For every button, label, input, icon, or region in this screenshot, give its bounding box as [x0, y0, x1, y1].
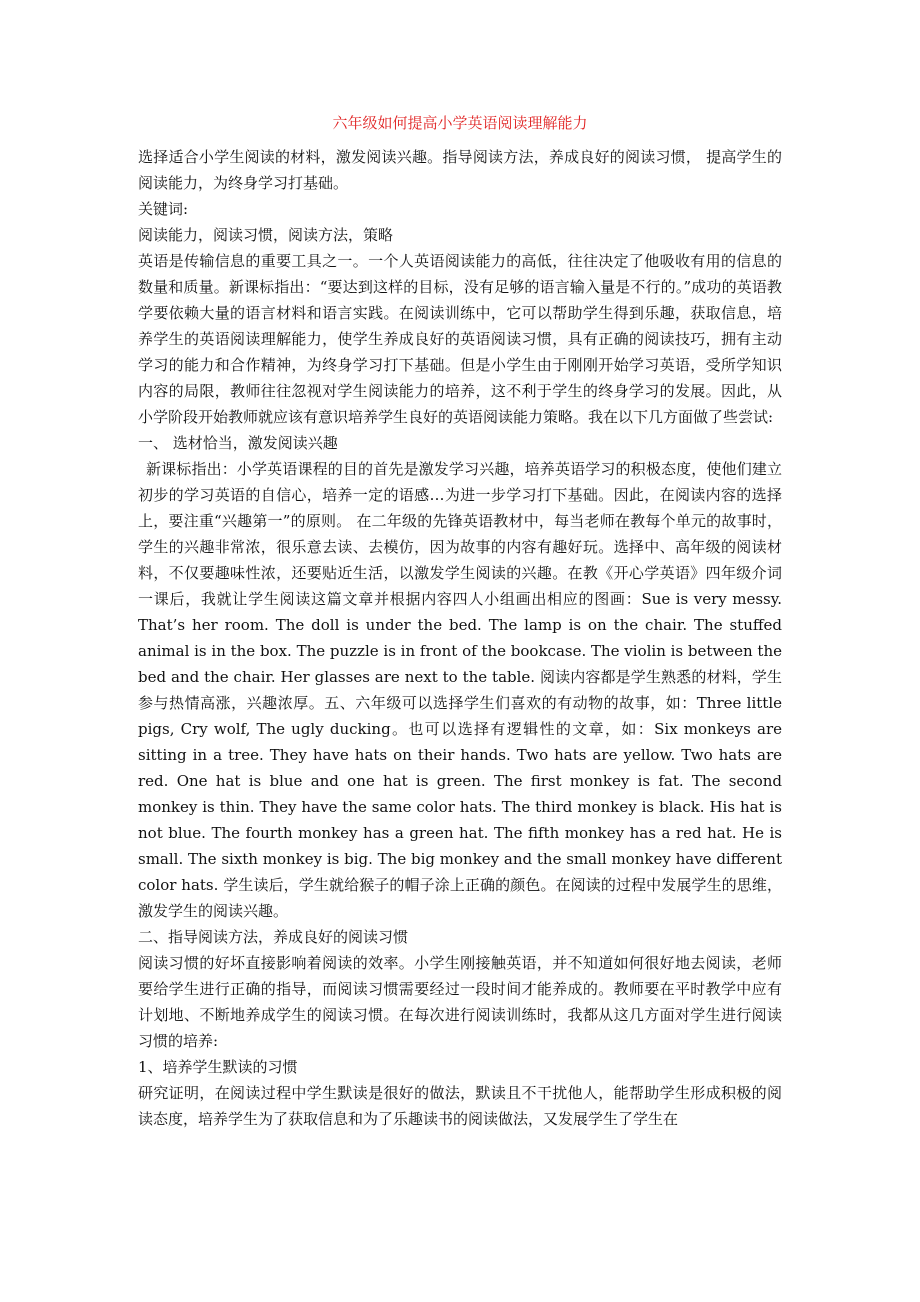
abstract-paragraph: 选择适合小学生阅读的材料，激发阅读兴趣。指导阅读方法，养成良好的阅读习惯， 提高学生的阅读能力，为终身学习打基础。	[138, 148, 782, 192]
intro-paragraph: 英语是传输信息的重要工具之一。一个人英语阅读能力的高低，往往决定了他吸收有用的信息的数量和质量。新课标指出：“要达到这样的目标，没有足够的语言输入量是不行的。”成功的英语教学要依赖大量的语言材料和语言实践。在阅读训练中，它可以帮助学生得到乐趣，获取信息，培养学生的英语阅读理解能力，使学生养成良好的英语阅读习惯，具有正确的阅读技巧，拥有主动学习的能力和合作精神，为终身学习打下基础。但是小学生由于刚刚开始学习英语，受所学知识内容的局限，教师往往忽视对学生阅读能力的培养，这不利于学生的终身学习的发展。因此，从小学阶段开始教师就应该有意识培养学生良好的英语阅读能力策略。我在以下几方面做了些尝试:	[138, 252, 782, 426]
section-heading-1: 一、 选材恰当，激发阅读兴趣	[138, 434, 338, 452]
subsection-1-paragraph: 研究证明，在阅读过程中学生默读是很好的做法，默读且不干扰他人，能帮助学生形成积极的阅读态度，培养学生为了获取信息和为了乐趣读书的阅读做法，又发展学生了学生在	[138, 1084, 782, 1128]
section-1-paragraph: 新课标指出：小学英语课程的目的首先是激发学习兴趣，培养英语学习的积极态度，使他们建立初步的学习英语的自信心，培养一定的语感…为进一步学习打下基础。因此，在阅读内容的选择上，要注重“兴趣第一”的原则。 在二年级的先锋英语教材中，每当老师在教每个单元的故事时，学生的兴趣非常浓，很乐意去读、去模仿，因为故事的内容有趣好玩。选择中、高年级的阅读材料，不仅要趣味性浓，还要贴近生活，以激发学生阅读的兴趣。在教《开心学英语》四年级介词一课后，我就让学生阅读这篇文章并根据内容四人小组画出相应的图画：Sue is very messy. That’s her room. The doll is under the bed. The lamp is on the chair. The stuffed animal is in the box. The puzzle is in front of the bookcase. The violin is between the bed and the chair. Her glasses are next to the table. 阅读内容都是学生熟悉的材料，学生参与热情高涨，兴趣浓厚。五、六年级可以选择学生们喜欢的有动物的故事，如：Three little pigs, Cry wolf, The ugly ducking。也可以选择有逻辑性的文章，如：Six monkeys are sitting in a tree. They have hats on their hands. Two hats are yellow. Two hats are red. One hat is blue and one hat is green. The first monkey is fat. The second monkey is thin. They have the same color hats. The third monkey is black. His hat is not blue. The fourth monkey has a green hat. The fifth monkey has a red hat. He is small. The sixth monkey is big. The big monkey and the small monkey have different color hats. 学生读后，学生就给猴子的帽子涂上正确的颜色。在阅读的过程中发展学生的思维，激发学生的阅读兴趣。	[138, 460, 782, 920]
subsection-heading-1: 1、培养学生默读的习惯	[138, 1058, 298, 1076]
document-title: 六年级如何提高小学英语阅读理解能力	[332, 114, 588, 132]
section-2-paragraph: 阅读习惯的好坏直接影响着阅读的效率。小学生刚接触英语，并不知道如何很好地去阅读，老师要给学生进行正确的指导，而阅读习惯需要经过一段时间才能养成的。教师要在平时教学中应有计划地、不断地养成学生的阅读习惯。在每次进行阅读训练时，我都从这几方面对学生进行阅读习惯的培养:	[138, 954, 782, 1050]
keywords-list: 阅读能力，阅读习惯，阅读方法，策略	[138, 226, 394, 244]
section-heading-2: 二、指导阅读方法，养成良好的阅读习惯	[138, 928, 409, 946]
keywords-label: 关键词:	[138, 200, 189, 218]
